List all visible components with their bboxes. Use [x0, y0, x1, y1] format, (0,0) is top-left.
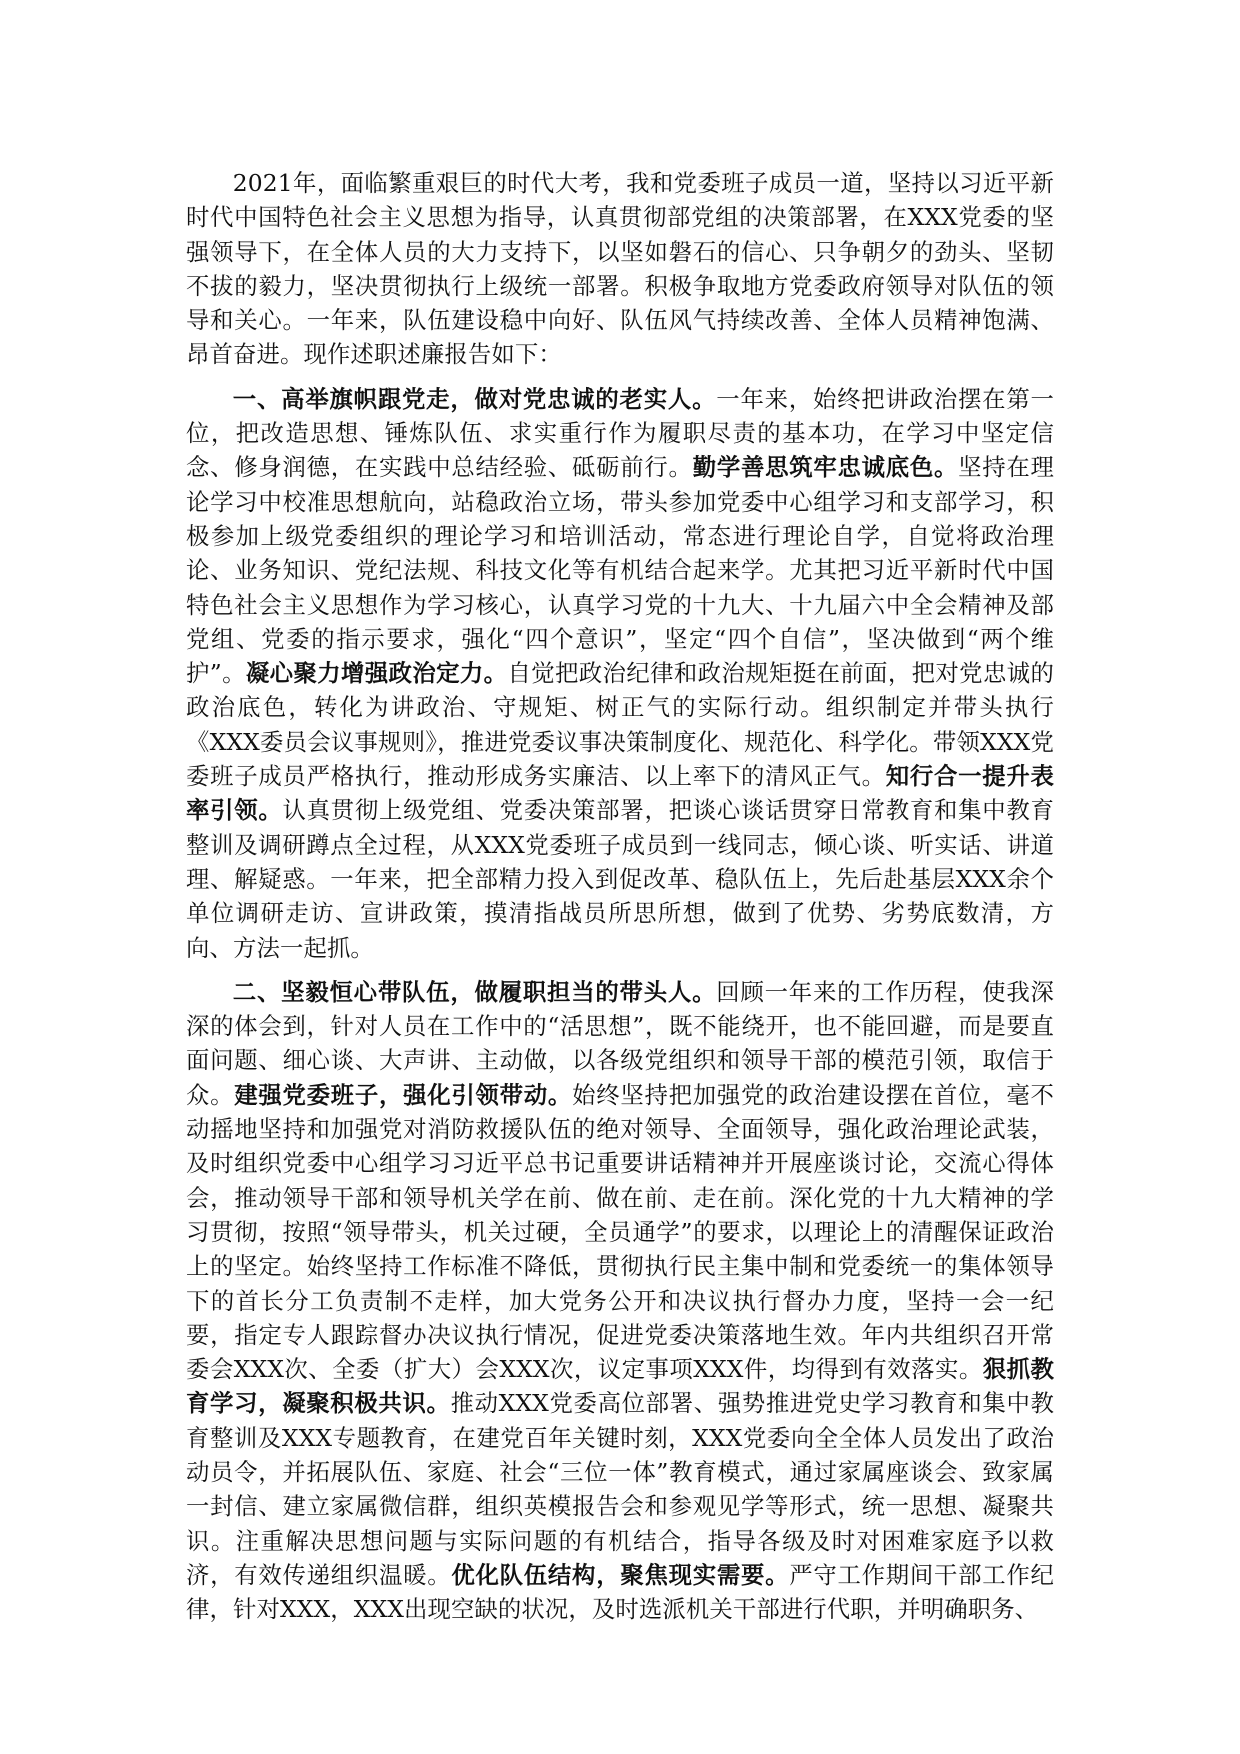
body-text: 认真贯彻上级党组、党委决策部署，把谈心谈话贯穿日常教育和集中教育整训及调研蹲点全过程，从XXX党委班子成员到一线同志，倾心谈、听实话、讲道理、解疑惑。一年来，把全部精力投入到促改革、稳队伍上，先后赴基层XXX余个单位调研走访、宣讲政策，摸清指战员所思所想，做到了优势、劣势底数清，方向、方法一起抓。 — [186, 796, 1054, 962]
body-text: 2021年，面临繁重艰巨的时代大考，我和党委班子成员一道，坚持以习近平新时代中国特色社会主义思想为指导，认真贯彻部党组的决策部署，在XXX党委的坚强领导下，在全体人员的大力支持下，以坚如磐石的信心、只争朝夕的劲头、坚韧不拔的毅力，坚决贯彻执行上级统一部署。积极争取地方党委政府领导对队伍的领导和关心。一年来，队伍建设稳中向好、队伍风气持续改善、全体人员精神饱满、昂首奋进。现作述职述廉报告如下： — [186, 169, 1054, 369]
body-text: 坚持在理论学习中校准思想航向，站稳政治立场，带头参加党委中心组学习和支部学习，积极参加上级党委组织的理论学习和培训活动，常态进行理论自学，自觉将政治理论、业务知识、党纪法规、科技文化等有机结合起来学。尤其把习近平新时代中国特色社会主义思想作为学习核心，认真学习党的十九大、十九届六中全会精神及部党组、党委的指示要求，强化“四个意识”，坚定“四个自信”，坚决做到“两个维护”。 — [186, 453, 1054, 688]
body-text: 严守工作期间干部工作纪律，针对XXX，XXX出现空缺的状况，及时选派机关干部进行代职，并明确职务、 — [186, 1560, 1054, 1624]
section-heading: 勤学善思筑牢忠诚底色。 — [692, 453, 959, 482]
paragraph — [186, 382, 1054, 965]
paragraph — [186, 975, 1054, 1627]
section-heading: 凝心聚力增强政治定力。 — [245, 659, 508, 688]
body-text: 一年来，始终把讲政治摆在第一位，把改造思想、锤炼队伍、求实重行作为履职尽责的基本功，在学习中坚定信念、修身润德，在实践中总结经验、砥砺前行。 — [186, 384, 1055, 482]
section-heading: 狠抓教育学习，凝聚积极共识。 — [186, 1355, 1054, 1418]
section-heading: 二、坚毅恒心带队伍，做履职担当的带头人。 — [232, 977, 717, 1006]
document-body — [186, 166, 1054, 1626]
body-text: 推动XXX党委高位部署、强势推进党史学习教育和集中教育整训及XXX专题教育，在建党百年关键时刻，XXX党委向全全体人员发出了政治动员令，并拓展队伍、家庭、社会“三位一体”教育模式，通过家属座谈会、致家属一封信、建立家属微信群，组织英模报告会和参观见学等形式，统一思想、凝聚共识。注重解决思想问题与实际问题的有机结合，指导各级及时对困难家庭予以救济，有效传递组织温暖。 — [186, 1389, 1054, 1589]
section-heading: 优化队伍结构，聚焦现实需要。 — [451, 1560, 790, 1589]
section-heading: 一、高举旗帜跟党走，做对党忠诚的老实人。 — [232, 384, 717, 413]
body-text: 始终坚持把加强党的政治建设摆在首位，毫不动摇地坚持和加强党对消防救援队伍的绝对领导、全面领导，强化政治理论武装，及时组织党委中心组学习习近平总书记重要讲话精神并开展座谈讨论，交流心得体会，推动领导干部和领导机关学在前、做在前、走在前。深化党的十九大精神的学习贯彻，按照“领导带头，机关过硬，全员通学”的要求，以理论上的清醒保证政治上的坚定。始终坚持工作标准不降低，贯彻执行民主集中制和党委统一的集体领导下的首长分工负责制不走样，加大党务公开和决议执行督办力度，坚持一会一纪要，指定专人跟踪督办决议执行情况，促进党委决策落地生效。年内共组织召开常委会XXX次、全委（扩大）会XXX次，议定事项XXX件，均得到有效落实。 — [186, 1080, 1055, 1384]
section-heading: 知行合一提升表率引领。 — [186, 762, 1054, 825]
body-text: 回顾一年来的工作历程，使我深深的体会到，针对人员在工作中的“活思想”，既不能绕开，也不能回避，而是要直面问题、细心谈、大声讲、主动做，以各级党组织和领导干部的模范引领，取信于众。 — [186, 977, 1055, 1109]
body-text: 自觉把政治纪律和政治规矩挺在前面，把对党忠诚的政治底色，转化为讲政治、守规矩、树正气的实际行动。组织制定并带头执行《XXX委员会议事规则》，推进党委议事决策制度化、规范化、科学化。带领XXX党委班子成员严格执行，推动形成务实廉洁、以上率下的清风正气。 — [186, 659, 1054, 791]
paragraph — [186, 166, 1054, 372]
section-heading: 建强党委班子，强化引领带动。 — [234, 1080, 573, 1109]
